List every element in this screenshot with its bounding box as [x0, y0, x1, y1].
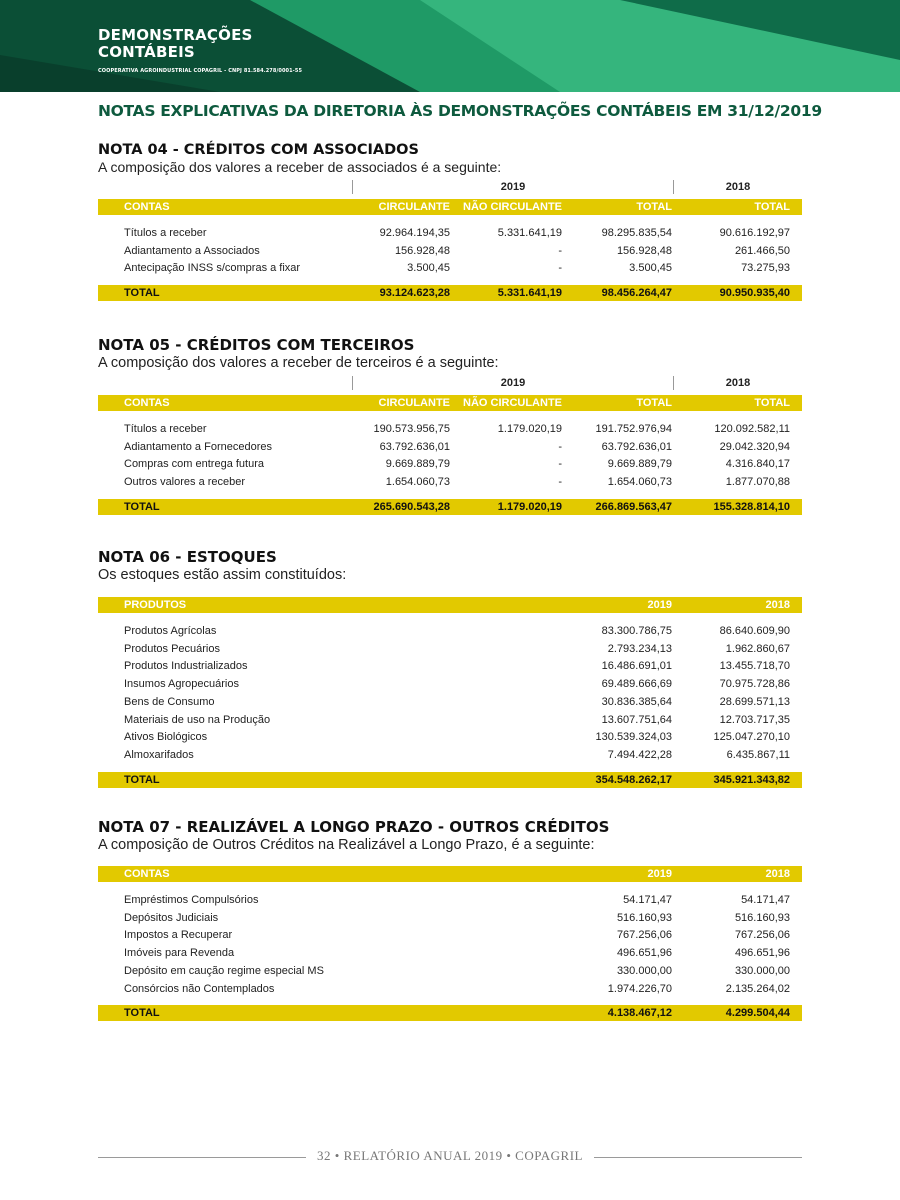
column-header: TOTAL [574, 199, 684, 215]
footer-text: 32 • RELATÓRIO ANUAL 2019 • COPAGRIL [317, 1148, 583, 1163]
row-label: Depósito em caução regime especial MS [124, 964, 324, 977]
row-label: Títulos a receber [124, 423, 207, 435]
header-subtitle: COOPERATIVA AGROINDUSTRIAL COPAGRIL - CNPJ 81.584.278/0001-55 [98, 68, 303, 74]
year-2018-label: 2018 [725, 377, 751, 389]
table-row [98, 963, 802, 981]
cell-value: 1.974.226,70 [607, 982, 672, 995]
cell-value: 156.928,48 [616, 244, 672, 257]
row-label: Produtos Agrícolas [124, 625, 217, 637]
cell-value: 98.295.835,54 [601, 227, 672, 239]
note-05-description: A composição dos valores a receber de terceiros é a seguinte: [98, 355, 499, 371]
column-header: NÃO CIRCULANTE [462, 199, 574, 215]
table-row [98, 421, 802, 439]
total-label: TOTAL [98, 772, 574, 788]
cell-value: 63.792.636,01 [601, 440, 672, 453]
cell-value: 69.489.666,69 [601, 678, 672, 691]
cell-value: - [558, 458, 562, 471]
table-row [98, 694, 802, 712]
cell-value: 120.092.582,11 [714, 423, 790, 435]
table-row [98, 945, 802, 963]
note-05-table [98, 395, 802, 515]
table-row [98, 243, 802, 261]
table-row [98, 747, 802, 765]
cell-value: - [558, 476, 562, 489]
row-label: Produtos Industrializados [124, 660, 248, 673]
row-label: Antecipação INSS s/compras a fixar [124, 262, 301, 275]
cell-value: 12.703.717,35 [719, 713, 790, 726]
table-total-row [98, 1005, 802, 1021]
total-value: 93.124.623,28 [352, 285, 462, 301]
cell-value: 496.651,96 [734, 947, 790, 960]
table-row [98, 910, 802, 928]
note-06-description: Os estoques estão assim constituídos: [98, 567, 347, 583]
cell-value: 1.654.060,73 [607, 476, 672, 489]
cell-value: 29.042.320,94 [719, 440, 790, 453]
cell-value: 4.316.840,17 [725, 458, 790, 471]
table-header-row [98, 395, 802, 411]
cell-value: 3.500,45 [407, 262, 450, 275]
cell-value: 30.836.385,64 [601, 695, 672, 708]
cell-value: 90.616.192,97 [719, 227, 790, 239]
cell-value: 63.792.636,01 [379, 440, 450, 453]
cell-value: 1.877.070,88 [725, 476, 790, 489]
row-label: Outros valores a receber [124, 476, 246, 489]
cell-value: 7.494.422,28 [607, 748, 672, 761]
total-value: 155.328.814,10 [684, 499, 802, 515]
cell-value: 516.160,93 [616, 911, 672, 924]
cell-value: 767.256,06 [734, 929, 790, 942]
cell-value: 83.300.786,75 [601, 625, 672, 637]
cell-value: 516.160,93 [734, 911, 790, 924]
note-04-title: NOTA 04 - CRÉDITOS COM ASSOCIADOS [98, 142, 419, 158]
year-2018-label: 2018 [725, 181, 751, 193]
note-06-title: NOTA 06 - ESTOQUES [98, 548, 277, 566]
column-header: TOTAL [574, 395, 684, 411]
column-header: TOTAL [684, 395, 802, 411]
report-header [0, 0, 900, 92]
table-row [98, 981, 802, 999]
cell-value: - [558, 244, 562, 257]
cell-value: 330.000,00 [734, 964, 790, 977]
cell-value: 2.135.264,02 [725, 982, 790, 995]
column-header: PRODUTOS [98, 597, 574, 613]
cell-value: 1.654.060,73 [385, 476, 450, 489]
table-row [98, 623, 802, 641]
note-06-table [98, 597, 802, 788]
note-05-year-header [98, 371, 802, 395]
cell-value: - [558, 440, 562, 453]
row-label: Bens de Consumo [124, 695, 215, 708]
table-row [98, 927, 802, 945]
total-label: TOTAL [98, 499, 352, 515]
column-header: CIRCULANTE [352, 395, 462, 411]
note-05-title: NOTA 05 - CRÉDITOS COM TERCEIROS [98, 336, 415, 354]
note-06-section [98, 548, 802, 788]
table-total-row [98, 772, 802, 788]
table-header-row [98, 597, 802, 613]
year-2019-label: 2019 [352, 180, 674, 194]
cell-value: 130.539.324,03 [595, 731, 672, 744]
table-row [98, 712, 802, 730]
cell-value: 54.171,47 [741, 894, 790, 906]
column-header: 2018 [684, 866, 802, 882]
total-label: TOTAL [98, 285, 352, 301]
note-04-table [98, 199, 802, 301]
table-row [98, 456, 802, 474]
cell-value: 1.962.860,67 [725, 642, 790, 655]
cell-value: - [558, 262, 562, 275]
cell-value: 6.435.867,11 [726, 748, 790, 761]
row-label: Impostos a Recuperar [124, 929, 233, 942]
note-04-section [98, 142, 802, 301]
row-label: Insumos Agropecuários [124, 678, 239, 691]
column-header: TOTAL [684, 199, 802, 215]
table-row [98, 439, 802, 457]
cell-value: 1.179.020,19 [497, 423, 562, 435]
note-07-title: NOTA 07 - REALIZÁVEL A LONGO PRAZO - OUTROS CRÉDITOS [98, 818, 610, 836]
page-footer [98, 1148, 802, 1168]
cell-value: 2.793.234,13 [607, 642, 672, 655]
cell-value: 92.964.194,35 [379, 227, 450, 239]
column-header: CONTAS [98, 199, 352, 215]
total-value: 265.690.543,28 [352, 499, 462, 515]
total-value: 354.548.262,17 [574, 772, 684, 788]
row-label: Imóveis para Revenda [124, 947, 235, 960]
header-title-line1: DEMONSTRAÇÕES [98, 26, 253, 44]
cell-value: 28.699.571,13 [719, 695, 790, 708]
cell-value: 191.752.976,94 [595, 423, 672, 435]
row-label: Adiantamento a Associados [124, 244, 260, 257]
total-value: 1.179.020,19 [462, 499, 574, 515]
year-2019-label: 2019 [352, 376, 674, 390]
column-header: 2019 [574, 866, 684, 882]
row-label: Produtos Pecuários [124, 642, 220, 655]
total-value: 90.950.935,40 [684, 285, 802, 301]
cell-value: 70.975.728,86 [719, 678, 790, 691]
cell-value: 73.275,93 [741, 262, 790, 275]
cell-value: 496.651,96 [616, 947, 672, 960]
table-header-row [98, 199, 802, 215]
total-value: 345.921.343,82 [684, 772, 802, 788]
cell-value: 16.486.691,01 [601, 660, 672, 673]
cell-value: 86.640.609,90 [719, 625, 790, 637]
note-07-table [98, 866, 802, 1021]
total-value: 4.299.504,44 [684, 1005, 802, 1021]
column-header: CONTAS [98, 866, 574, 882]
cell-value: 261.466,50 [734, 244, 790, 257]
table-row [98, 676, 802, 694]
cell-value: 3.500,45 [629, 262, 672, 275]
row-label: Depósitos Judiciais [124, 911, 219, 924]
table-total-row [98, 285, 802, 301]
column-header: 2018 [684, 597, 802, 613]
table-header-row [98, 866, 802, 882]
row-label: Adiantamento a Fornecedores [124, 440, 272, 453]
header-title-line2: CONTÁBEIS [98, 43, 195, 61]
table-row [98, 260, 802, 278]
total-value: 98.456.264,47 [574, 285, 684, 301]
table-row [98, 729, 802, 747]
table-total-row [98, 499, 802, 515]
column-header: CONTAS [98, 395, 352, 411]
cell-value: 190.573.956,75 [373, 423, 450, 435]
total-label: TOTAL [98, 1005, 574, 1021]
cell-value: 9.669.889,79 [607, 458, 672, 471]
note-05-section [98, 336, 802, 515]
column-header: CIRCULANTE [352, 199, 462, 215]
cell-value: 13.607.751,64 [601, 713, 672, 726]
row-label: Materiais de uso na Produção [124, 713, 271, 726]
note-04-description: A composição dos valores a receber de associados é a seguinte: [98, 159, 502, 175]
cell-value: 54.171,47 [623, 894, 672, 906]
row-label: Compras com entrega futura [124, 458, 265, 471]
total-value: 5.331.641,19 [462, 285, 574, 301]
row-label: Empréstimos Compulsórios [124, 894, 259, 906]
table-row [98, 892, 802, 910]
cell-value: 125.047.270,10 [713, 731, 790, 744]
total-value: 266.869.563,47 [574, 499, 684, 515]
row-label: Títulos a receber [124, 227, 207, 239]
cell-value: 156.928,48 [394, 244, 450, 257]
cell-value: 5.331.641,19 [497, 227, 562, 239]
column-header: NÃO CIRCULANTE [462, 395, 574, 411]
note-04-year-header [98, 175, 802, 199]
header-title [98, 27, 253, 61]
table-row [98, 474, 802, 492]
cell-value: 9.669.889,79 [385, 458, 450, 471]
row-label: Ativos Biológicos [124, 731, 208, 744]
table-row [98, 641, 802, 659]
cell-value: 767.256,06 [616, 929, 672, 942]
table-row [98, 658, 802, 676]
table-row [98, 225, 802, 243]
row-label: Almoxarifados [124, 748, 194, 761]
column-header: 2019 [574, 597, 684, 613]
cell-value: 13.455.718,70 [719, 660, 790, 673]
page-title: NOTAS EXPLICATIVAS DA DIRETORIA ÀS DEMONSTRAÇÕES CONTÁBEIS EM 31/12/2019 [98, 102, 822, 120]
row-label: Consórcios não Contemplados [124, 982, 275, 995]
note-07-section [98, 818, 802, 1021]
total-value: 4.138.467,12 [574, 1005, 684, 1021]
cell-value: 330.000,00 [616, 964, 672, 977]
note-07-description: A composição de Outros Créditos na Realizável a Longo Prazo, é a seguinte: [98, 837, 595, 853]
